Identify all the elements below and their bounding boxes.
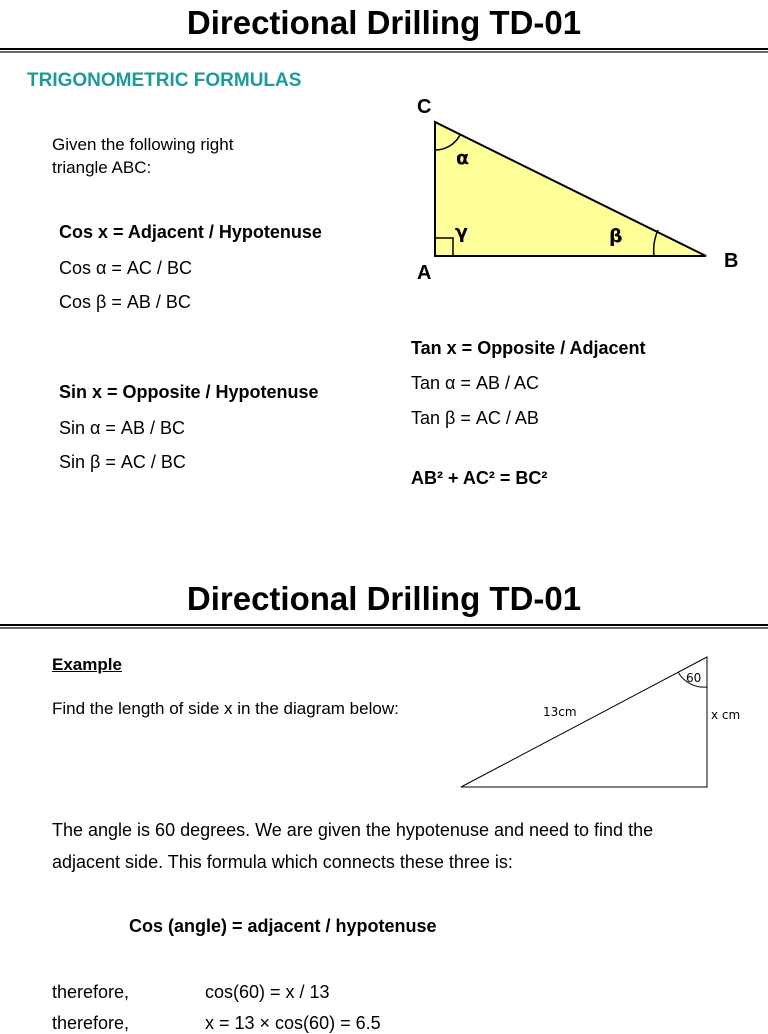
pythagoras-formula: AB² + AC² = BC² [411,468,548,488]
cos-rule: Cos x = Adjacent / Hypotenuse [59,222,322,242]
tan-rule: Tan x = Opposite / Adjacent [411,338,646,358]
side-x-label: x cm [711,708,741,722]
tan-alpha-formula: Tan α = AB / AC [411,373,539,393]
slide-title: Directional Drilling TD-01 [186,4,582,41]
step-2-label: therefore, [52,1013,130,1033]
step-2-expr: x = 13 × cos(60) = 6.5 [205,1013,381,1033]
vertex-a-label: A [417,262,432,284]
example-prompt: Find the length of side x in the diagram below: [52,699,399,718]
example-triangle-shape [461,657,707,787]
section-heading: TRIGONOMETRIC FORMULAS [27,70,302,91]
step-1-label: therefore, [52,982,130,1002]
intro-text: Given the following right triangle ABC: [52,135,234,177]
cos-alpha-formula: Cos α = AC / BC [59,258,192,278]
vertex-c-label: C [417,96,432,118]
angle-alpha-label: α [456,147,470,169]
explanation-text: The angle is 60 degrees. We are given the hypotenuse and need to find the adjacent side. This formula which connects these three is: [52,820,654,872]
vertex-b-label: B [724,250,739,272]
example-label: Example [52,655,122,674]
angle-beta-label: β [609,225,623,247]
angle-gamma-label: γ [455,221,468,243]
tan-beta-formula: Tan β = AC / AB [411,408,539,428]
sin-beta-formula: Sin β = AC / BC [59,452,186,472]
hypotenuse-label: 13cm [543,705,577,719]
slide2-title: Directional Drilling TD-01 [186,580,582,617]
cos-angle-formula: Cos (angle) = adjacent / hypotenuse [129,916,437,936]
sin-alpha-formula: Sin α = AB / BC [59,418,185,438]
sin-rule: Sin x = Opposite / Hypotenuse [59,382,319,402]
step-1-expr: cos(60) = x / 13 [205,982,330,1002]
cos-beta-formula: Cos β = AB / BC [59,292,191,312]
angle-60-label: 60 [686,671,702,685]
